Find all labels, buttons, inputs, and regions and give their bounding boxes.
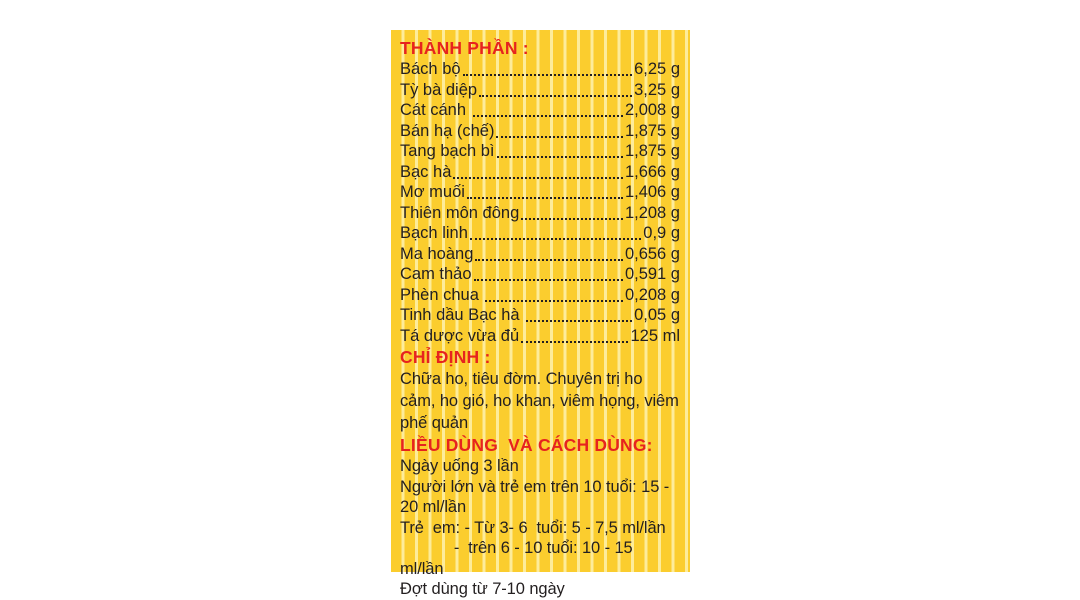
ingredient-row [400, 182, 680, 203]
ingredient-value: 0,591 g [624, 265, 680, 283]
ingredient-value: 1,666 g [624, 162, 680, 181]
leader-dots [497, 156, 623, 158]
dosage-lines [400, 456, 680, 600]
ingredient-name: Tỳ bà diệp [400, 80, 478, 99]
dosage-line: Đợt dùng từ 7-10 ngày [400, 580, 565, 598]
ingredient-name: Ma hoàng [400, 244, 474, 263]
leader-dots [496, 136, 622, 138]
leader-dots [479, 95, 632, 97]
ingredient-name: Phèn chua [400, 285, 484, 304]
ingredient-value: 0,208 g [624, 285, 680, 304]
ingredient-row [400, 305, 680, 326]
ingredient-value: 3,25 g [634, 80, 680, 99]
leader-dots [473, 115, 623, 117]
ingredient-value: 125 ml [630, 326, 680, 345]
medicine-label-panel [391, 30, 690, 598]
ingredient-name: Mơ muối [400, 183, 465, 201]
ingredient-name: Thiên môn đông [400, 203, 520, 222]
ingredient-row [400, 326, 680, 347]
leader-dots [521, 218, 623, 220]
ingredient-value: 2,008 g [624, 101, 680, 119]
dosage-line: Trẻ em: - Từ 3- 6 tuổi: 5 - 7,5 ml/lần [400, 518, 666, 537]
leader-dots [463, 74, 633, 76]
ingredient-name: Bạch linh [400, 224, 468, 242]
ingredient-name: Cát cánh [400, 101, 471, 119]
ingredient-value: 1,208 g [624, 203, 680, 222]
leader-dots [474, 279, 623, 281]
ingredient-value: 1,406 g [624, 183, 680, 201]
ingredient-row [400, 264, 680, 285]
ingredient-name: Tinh dầu Bạc hà [400, 306, 525, 324]
dosage-line: - trên 6 - 10 tuổi: 10 - 15 ml/lần [400, 539, 638, 578]
ingredient-row [400, 100, 680, 121]
section-title-indications: CHỈ ĐỊNH : [400, 347, 491, 367]
ingredient-value: 0,05 g [634, 306, 680, 324]
ingredient-name: Tang bạch bì [400, 142, 495, 160]
ingredient-row [400, 285, 680, 306]
ingredient-row [400, 80, 680, 101]
dosage-line: Người lớn và trẻ em trên 10 tuổi: 15 - 20 ml/lần [400, 477, 674, 516]
leader-dots [453, 177, 623, 179]
leader-dots [521, 341, 628, 343]
ingredient-value: 6,25 g [634, 60, 680, 78]
leader-dots [485, 300, 622, 302]
leader-dots [467, 197, 623, 199]
ingredient-name: Cam thảo [400, 265, 472, 283]
ingredient-value: 1,875 g [624, 121, 680, 140]
ingredient-row [400, 162, 680, 183]
section-title-ingredients: THÀNH PHẦN : [400, 38, 529, 58]
ingredient-row [400, 141, 680, 162]
section-title-dosage: LIỀU DÙNG VÀ CÁCH DÙNG: [400, 435, 653, 455]
ingredient-row [400, 244, 680, 265]
ingredient-value: 0,656 g [624, 244, 680, 263]
ingredient-row [400, 223, 680, 244]
leader-dots [475, 259, 623, 261]
ingredient-row [400, 59, 680, 80]
leader-dots [526, 320, 632, 322]
ingredient-name: Bán hạ (chế) [400, 121, 495, 140]
ingredient-value: 1,875 g [624, 142, 680, 160]
dosage-line: Ngày uống 3 lần [400, 457, 519, 475]
ingredient-value: 0,9 g [643, 224, 680, 242]
ingredient-name: Bách bộ [400, 60, 461, 78]
ingredient-row [400, 203, 680, 224]
indications-text: Chữa ho, tiêu đờm. Chuyên trị ho cảm, ho gió, ho khan, viêm họng, viêm phế quản [400, 370, 679, 432]
ingredient-name: Tá dược vừa đủ [400, 326, 520, 345]
ingredient-name: Bạc hà [400, 162, 452, 181]
leader-dots [470, 238, 641, 240]
ingredient-row [400, 121, 680, 142]
ingredients-list [400, 59, 680, 346]
